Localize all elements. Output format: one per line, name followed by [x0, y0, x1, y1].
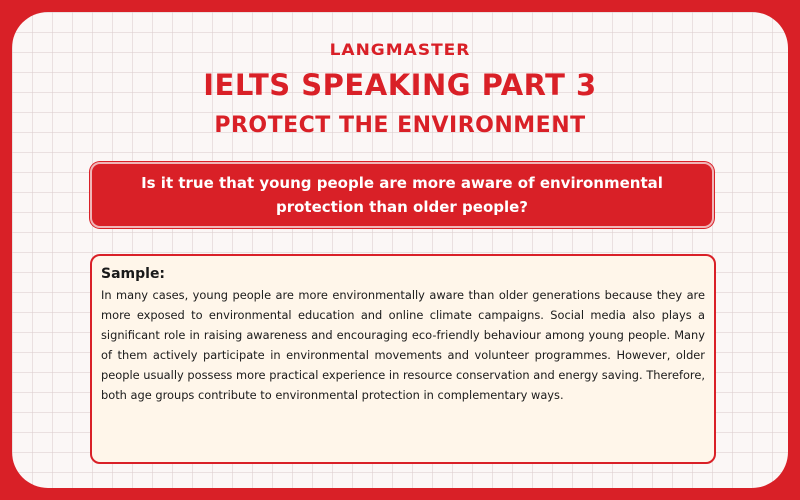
page-subtitle: PROTECT THE ENVIRONMENT	[214, 113, 586, 138]
sample-answer-box	[90, 254, 716, 464]
sample-answer-text: In many cases, young people are more environmentally aware than older generations because they are more exposed to environmental education and online climate campaigns. Social media also plays a significant role in raising awareness and encouraging eco-friendly behaviour among young people. Many of them actively participate in environmental movements and volunteer programmes. However, older people usually possess more practical experience in resource conservation and energy saving. Therefore, both age groups contribute to environmental protection in complementary ways.	[101, 288, 705, 402]
brand-logo: LANGMASTER	[329, 40, 471, 60]
question-text: Is it true that young people are more aware of environmental protection than older people?	[141, 174, 663, 216]
page-title: IELTS SPEAKING PART 3	[203, 68, 597, 102]
content-canvas	[12, 12, 788, 488]
sample-heading: Sample:	[101, 266, 166, 282]
question-box	[90, 162, 714, 228]
